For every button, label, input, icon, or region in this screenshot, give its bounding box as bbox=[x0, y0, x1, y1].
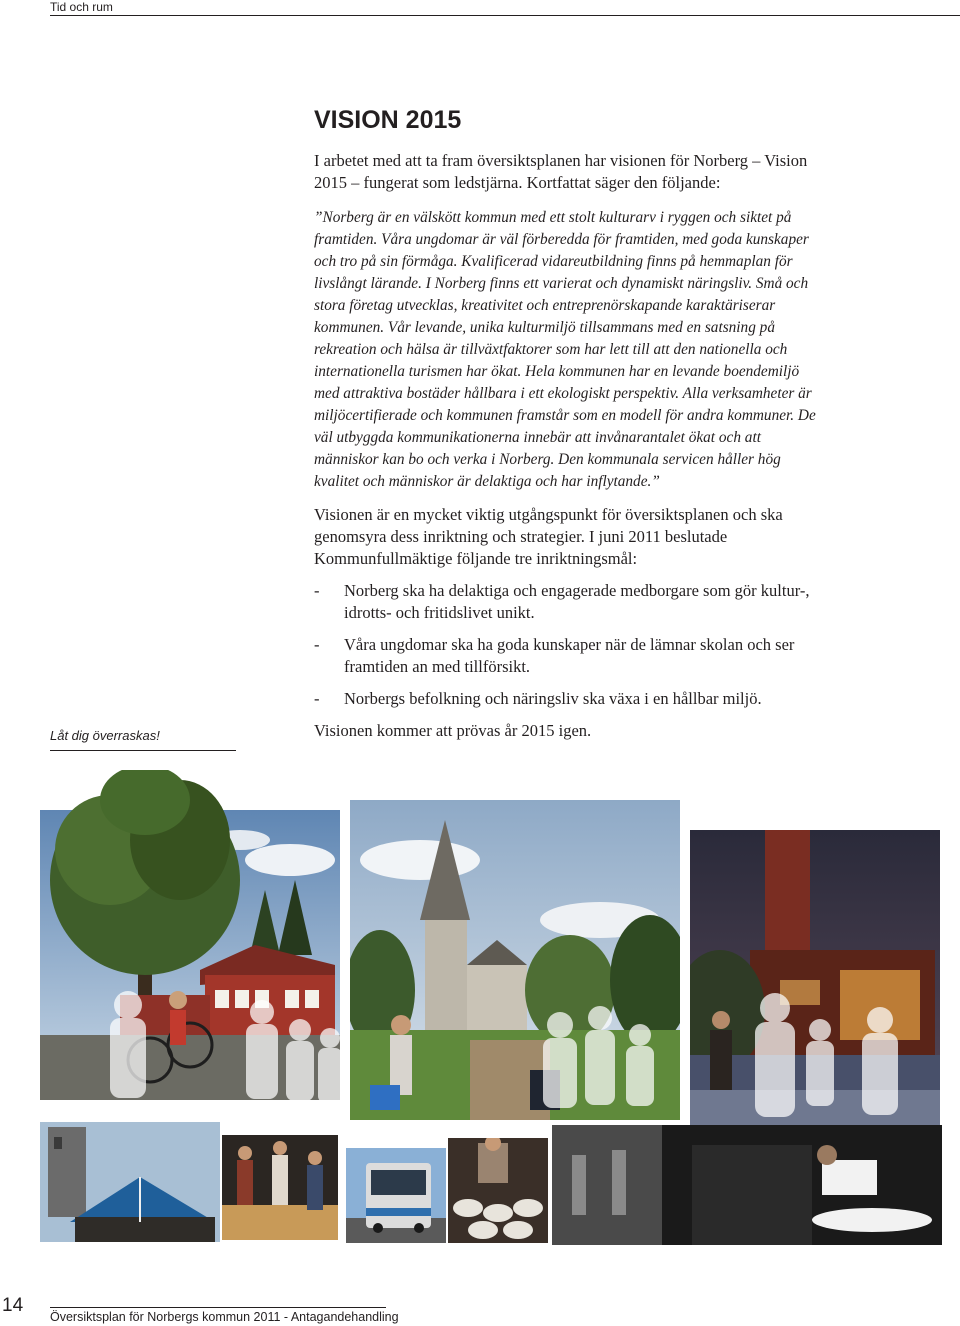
goal-text: Norberg ska ha delaktiga och engagerade medborgare som gör kultur-, idrotts- och fritidslivet unikt. bbox=[344, 581, 810, 622]
closing-sentence: Visionen kommer att prövas år 2015 igen. bbox=[314, 721, 592, 740]
page-number: 14 bbox=[2, 1295, 24, 1316]
page-title: VISION 2015 bbox=[314, 106, 462, 134]
goal-dash: - bbox=[314, 581, 320, 600]
footer-divider bbox=[50, 1307, 386, 1308]
side-caption-divider bbox=[50, 750, 236, 751]
goal-text: Norbergs befolkning och näringsliv ska växa i en hållbar miljö. bbox=[344, 689, 762, 708]
people-silhouettes-overlay bbox=[0, 760, 960, 1250]
goal-dash: - bbox=[314, 635, 320, 654]
vision-quote: ”Norberg är en välskött kommun med ett stolt kulturarv i ryggen och siktet på framtiden. Våra ungdomar är väl förberedda för framtiden, med goda kunskaper och tro på sin förmåga. Kvalificerad vidareutbildning finns på hemmaplan för livslångt lärande. I Norberg finns ett varierat och dynamiskt näringsliv. Små och stora företag utvecklas, kreativitet och entreprenörskapande karaktäriserar kommunen. Vår levande, unika kulturmiljö tillsammans med en satsning på rekreation och hälsa är tillväxtfaktorer som har lett till att den nationella och internationella turismen har ökat. Hela kommunen har en levande boendemiljö med attraktiva bostäder hållbara i ett ekologiskt perspektiv. Alla verksamheter är miljöcertifierade och kommunen framstår som en modell för andra kommuner. De väl utbyggda kommunikationerna innebär att invånarantalet ökat och att människor kan bo och verka i Norberg. Den kommunala servicen håller hög kvalitet och människor är delaktiga och har inflytande.” bbox=[314, 209, 816, 490]
header-divider bbox=[50, 15, 960, 16]
document-title-footer: Översiktsplan för Norbergs kommun 2011 - Antagandehandling bbox=[50, 1310, 399, 1324]
goal-text: Våra ungdomar ska ha goda kunskaper när de lämnar skolan och ser framtiden an med tillförsikt. bbox=[344, 635, 795, 676]
intro-paragraph: I arbetet med att ta fram översiktsplanen har visionen för Norberg – Vision 2015 – fungerat som ledstjärna. Kortfattat säger den följande: bbox=[314, 151, 808, 192]
side-caption: Låt dig överraskas! bbox=[50, 728, 160, 743]
photo-collage bbox=[0, 760, 960, 1250]
section-header: Tid och rum bbox=[50, 0, 113, 14]
body-paragraph: Visionen är en mycket viktig utgångspunkt för översiktsplanen och ska genomsyra dess inriktning och strategier. I juni 2011 beslutade Kommunfullmäktige följande tre inriktningsmål: bbox=[314, 505, 783, 568]
goal-dash: - bbox=[314, 689, 320, 708]
